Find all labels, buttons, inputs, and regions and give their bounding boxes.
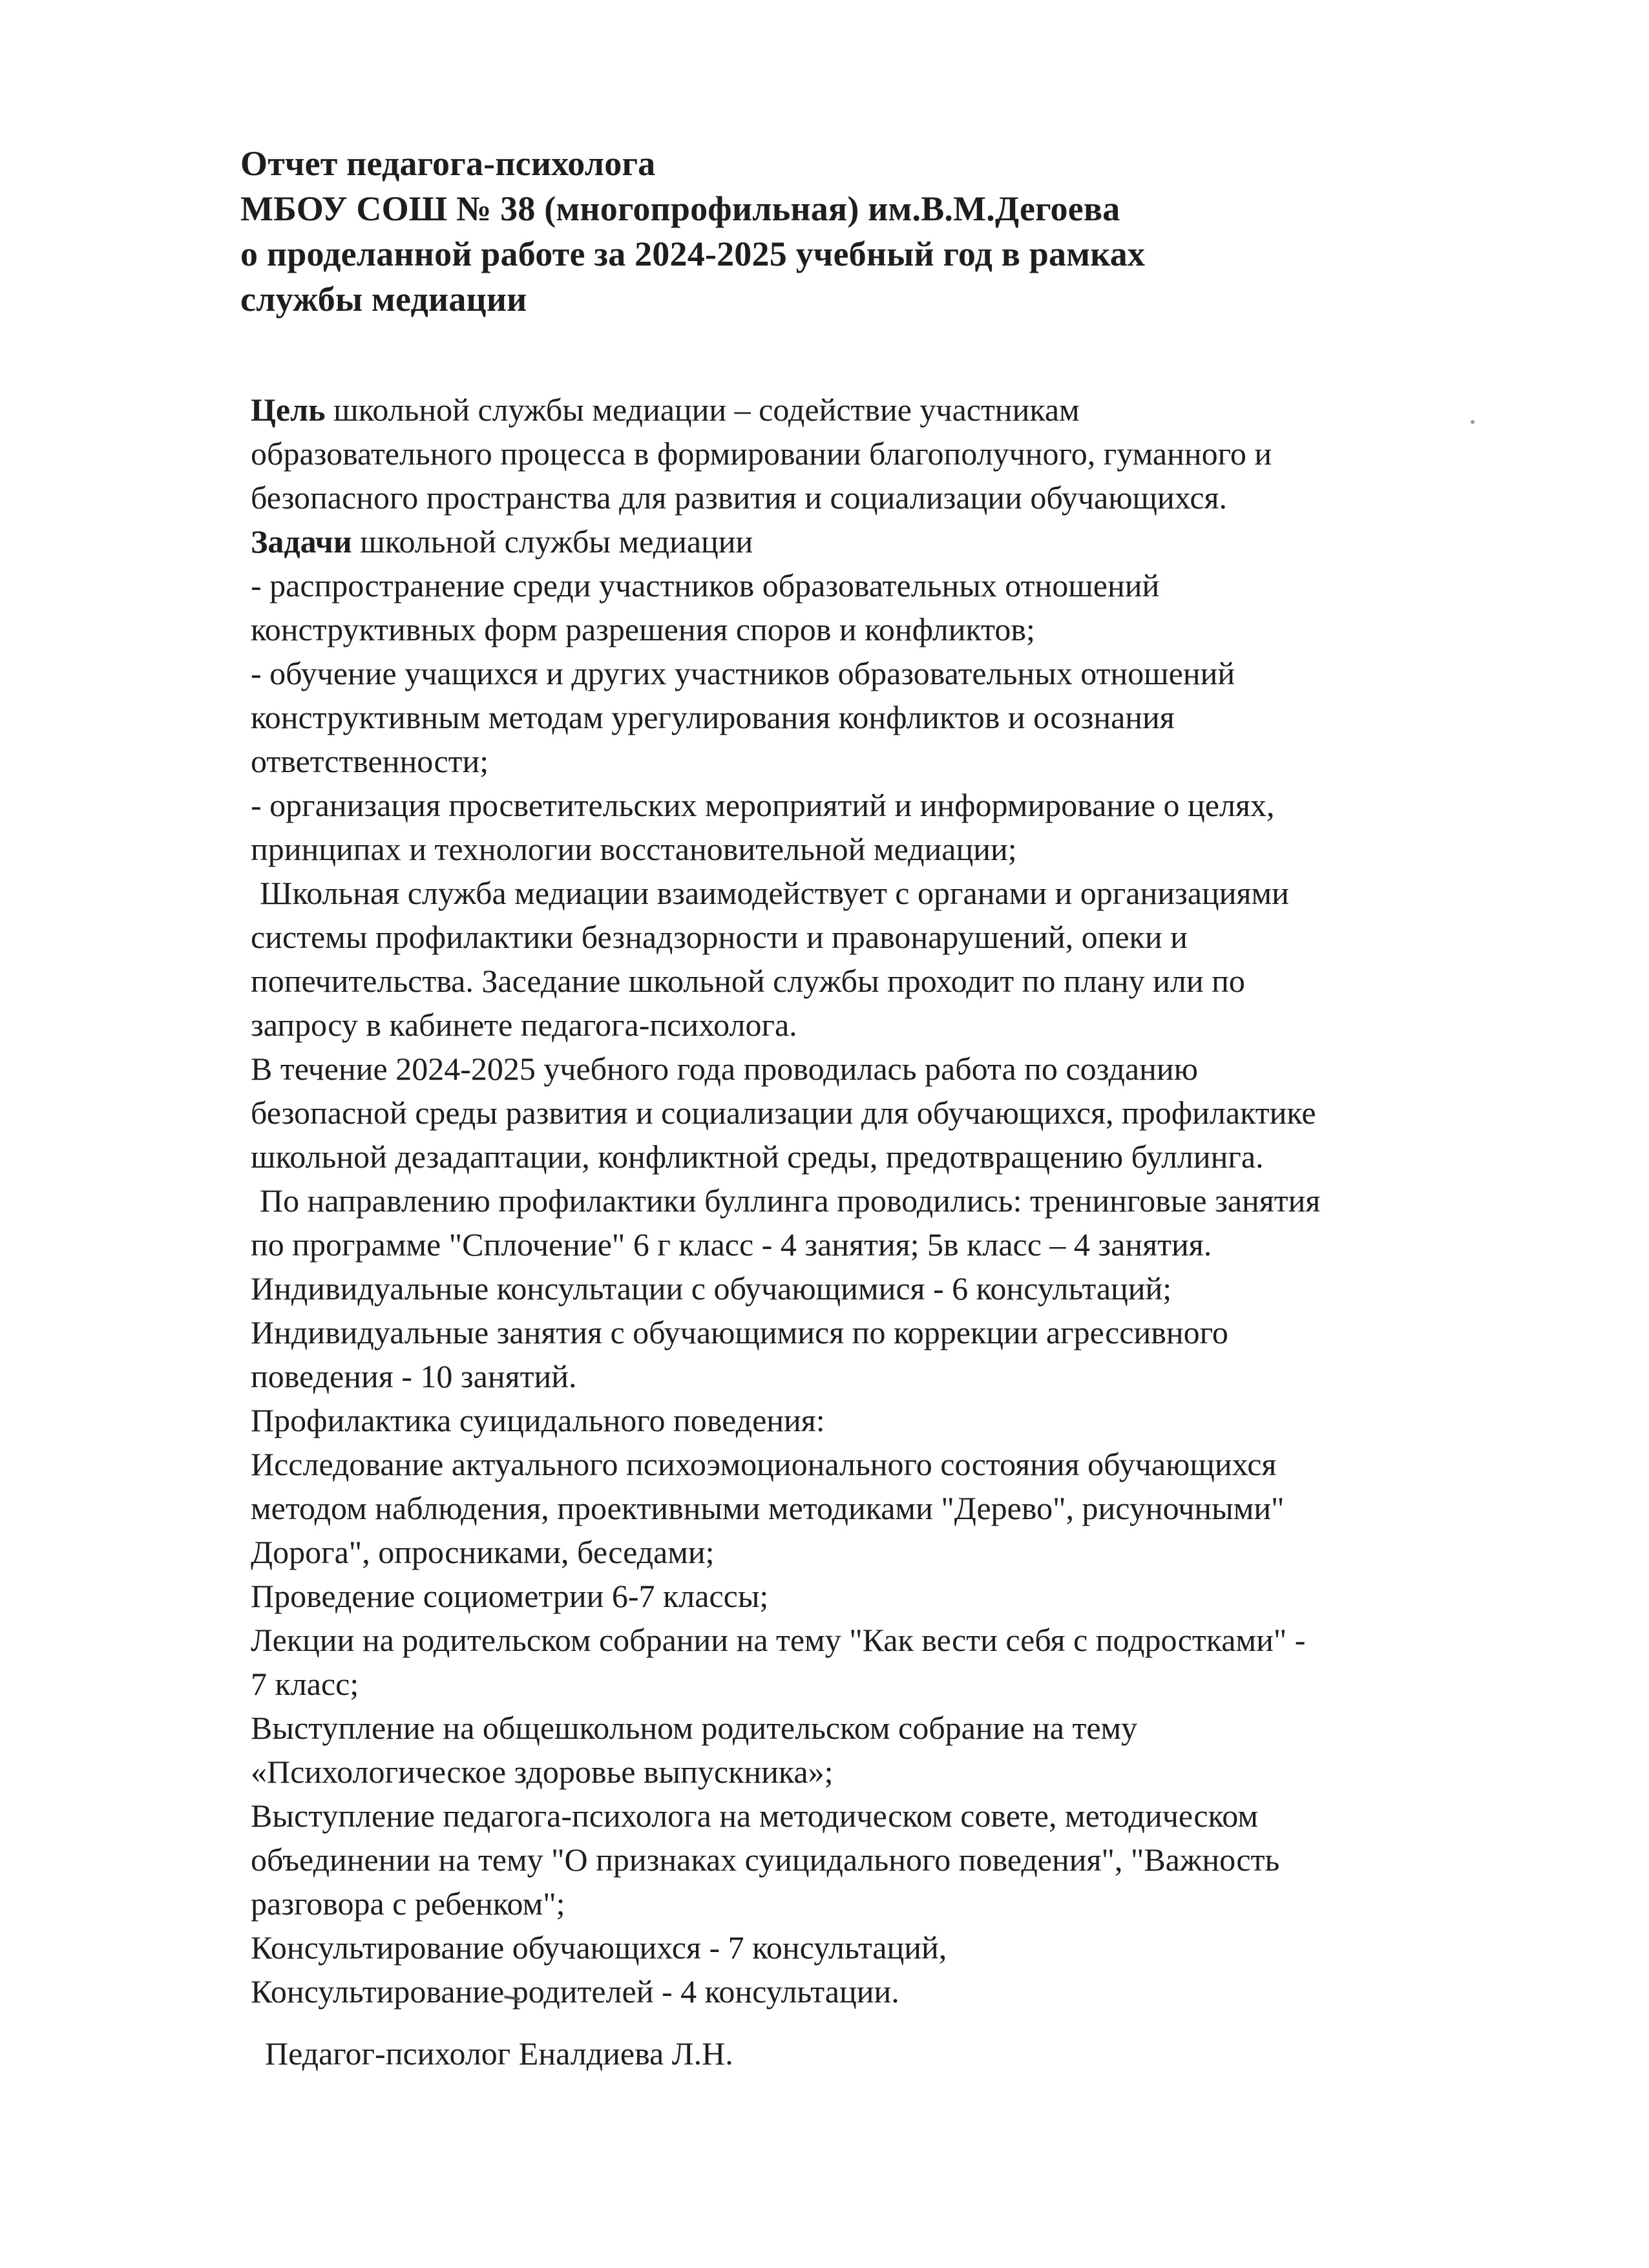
title-line-1: Отчет педагога-психолога xyxy=(240,144,656,183)
paragraph-8-line-1: Проведение социометрии 6-7 классы; xyxy=(251,1578,769,1614)
goal-line-3: безопасного пространства для развития и социализации обучающихся. xyxy=(251,479,1228,516)
paragraph-1-line-2: системы профилактики безнадзорности и правонарушений, опеки и xyxy=(251,919,1188,955)
task-2-line-1: - обучение учащихся и других участников образовательных отношений xyxy=(251,655,1235,691)
tasks-label: Задачи xyxy=(251,523,352,560)
paragraph-9-line-2: 7 класс; xyxy=(251,1666,359,1702)
task-1-line-1: - распространение среди участников образовательных отношений xyxy=(251,567,1160,604)
goal-line-2: образовательного процесса в формировании благополучного, гуманного и xyxy=(251,436,1272,472)
paragraph-2-line-1: В течение 2024-2025 учебного года проводилась работа по созданию xyxy=(251,1051,1198,1087)
paragraph-11-line-1: Выступление педагога-психолога на методическом совете, методическом xyxy=(251,1798,1258,1834)
goal-text: школьной службы медиации – содействие участникам xyxy=(325,392,1080,428)
goal-label: Цель xyxy=(251,392,326,428)
tasks-line-1 xyxy=(251,520,1543,563)
task-3-line-2: принципах и технологии восстановительной медиации; xyxy=(251,831,1017,867)
paragraph-9-line-1: Лекции на родительском собрании на тему "Как вести себя с подростками" - xyxy=(251,1622,1306,1658)
task-3-line-1: - организация просветительских мероприятий и информирование о целях, xyxy=(251,787,1275,823)
paragraph-1-line-4: запросу в кабинете педагога-психолога. xyxy=(251,1007,797,1043)
paragraph-2-line-3: школьной дезадаптации, конфликтной среды, предотвращению буллинга. xyxy=(251,1139,1264,1175)
paragraph-6-line-1: Профилактика суицидального поведения: xyxy=(251,1402,825,1438)
paragraph-1-line-1: Школьная служба медиации взаимодействует с органами и организациями xyxy=(260,875,1289,911)
signature-line: Педагог-психолог Еналдиева Л.Н. xyxy=(265,2035,733,2072)
paragraph-7-line-1: Исследование актуального психоэмоционального состояния обучающихся xyxy=(251,1446,1277,1482)
paragraph-3-line-2: по программе "Сплочение" 6 г класс - 4 занятия; 5в класс – 4 занятия. xyxy=(251,1226,1212,1263)
task-2-line-3: ответственности; xyxy=(251,743,489,779)
task-2-line-2: конструктивным методам урегулирования конфликтов и осознания xyxy=(251,699,1175,735)
paragraph-1-line-3: попечительства. Заседание школьной службы проходит по плану или по xyxy=(251,963,1245,999)
title-line-2: МБОУ СОШ № 38 (многопрофильная) им.В.М.Дегоева xyxy=(240,189,1120,228)
tasks-text: школьной службы медиации xyxy=(352,523,753,560)
goal-line-1 xyxy=(251,388,1543,432)
paragraph-5-line-1: Индивидуальные занятия с обучающимися по коррекции агрессивного xyxy=(251,1314,1228,1350)
paragraph-11-line-2: объединении на тему "О признаках суицидального поведения", "Важность xyxy=(251,1842,1280,1878)
paragraph-4-line-1: Индивидуальные консультации с обучающимися - 6 консультаций; xyxy=(251,1270,1172,1307)
paragraph-10-line-2: «Психологическое здоровье выпускника»; xyxy=(251,1754,834,1790)
paragraph-2-line-2: безопасной среды развития и социализации для обучающихся, профилактике xyxy=(251,1095,1316,1131)
scan-dot xyxy=(1471,420,1475,424)
paragraph-7-line-3: Дорога", опросниками, беседами; xyxy=(251,1534,715,1570)
paragraph-10-line-1: Выступление на общешкольном родительском собрание на тему xyxy=(251,1710,1138,1746)
document-title xyxy=(240,141,1468,322)
document-body xyxy=(251,388,1543,2013)
title-line-4: службы медиации xyxy=(240,280,527,319)
title-line-3: о проделанной работе за 2024-2025 учебный год в рамках xyxy=(240,235,1146,273)
paragraph-5-line-2: поведения - 10 занятий. xyxy=(251,1358,577,1394)
paragraph-11-line-3: разговора с ребенком"; xyxy=(251,1885,565,1922)
paragraph-12-line-1: Консультирование обучающихся - 7 консультаций, xyxy=(251,1929,947,1966)
paragraph-7-line-2: методом наблюдения, проективными методиками "Дерево", рисуночными" xyxy=(251,1490,1285,1526)
task-1-line-2: конструктивных форм разрешения споров и конфликтов; xyxy=(251,611,1035,647)
paragraph-3-line-1: По направлению профилактики буллинга проводились: тренинговые занятия xyxy=(260,1182,1321,1219)
paragraph-13-line-1: Консультирование родителей - 4 консультации. xyxy=(251,1973,899,2010)
